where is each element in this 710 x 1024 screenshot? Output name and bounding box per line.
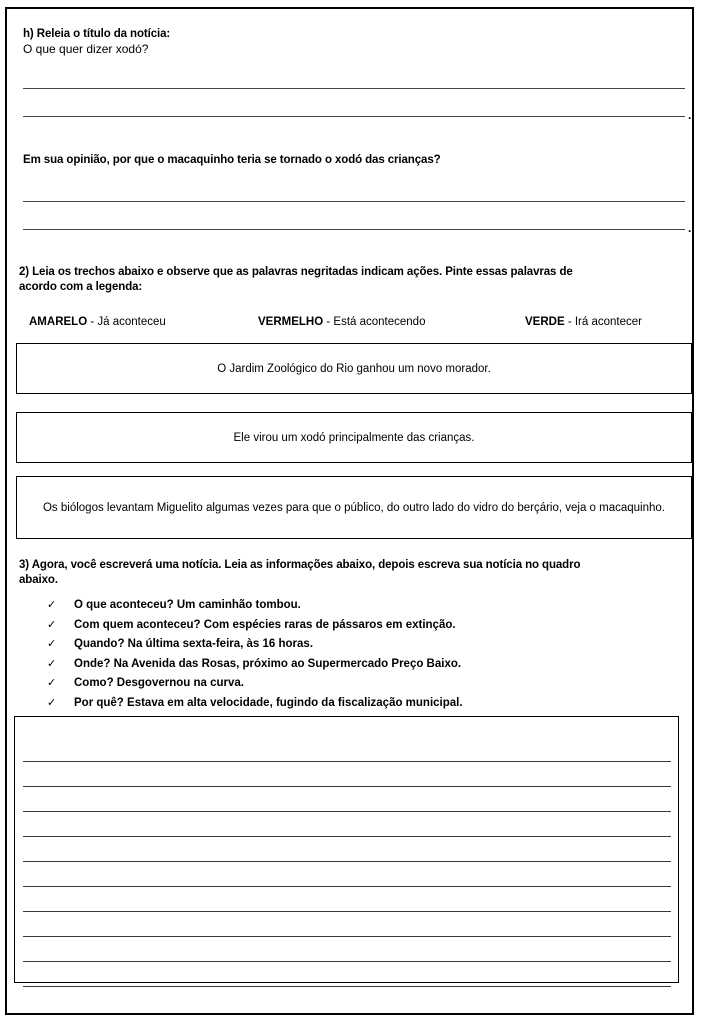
legend bbox=[7, 315, 692, 331]
check-icon: ✓ bbox=[47, 696, 57, 709]
sentence-box-2[interactable] bbox=[16, 412, 692, 463]
answer-line[interactable] bbox=[23, 88, 685, 89]
list-item-label: Por quê? Estava em alta velocidade, fugindo da fiscalização municipal. bbox=[74, 696, 463, 709]
question-3-checklist bbox=[47, 596, 687, 713]
list-item bbox=[47, 635, 687, 655]
writing-line[interactable] bbox=[23, 786, 671, 787]
legend-color-name: AMARELO bbox=[29, 316, 88, 328]
legend-meaning: Já aconteceu bbox=[97, 316, 166, 328]
list-item-label: Onde? Na Avenida das Rosas, próximo ao Supermercado Preço Baixo. bbox=[74, 657, 462, 670]
check-icon: ✓ bbox=[47, 677, 57, 689]
question-3-prompt-line1: 3) Agora, você escreverá uma notícia. Leia as informações abaixo, depois escreva sua notícia no quadro bbox=[19, 559, 581, 571]
list-item bbox=[47, 616, 687, 636]
list-item-label: Como? Desgovernou na curva. bbox=[74, 677, 244, 689]
sentence-box-2-text: Ele virou um xodó principalmente das crianças. bbox=[233, 431, 475, 444]
list-item-label: Quando? Na última sexta-feira, às 16 horas. bbox=[74, 638, 314, 650]
list-item bbox=[47, 655, 687, 675]
writing-line[interactable] bbox=[23, 861, 671, 862]
list-item bbox=[47, 674, 687, 694]
check-icon: ✓ bbox=[47, 638, 57, 650]
sentence-box-1[interactable] bbox=[16, 343, 692, 394]
writing-line[interactable] bbox=[23, 761, 671, 762]
sentence-box-1-text: O Jardim Zoológico do Rio ganhou um novo morador. bbox=[217, 362, 491, 375]
legend-item-verde bbox=[525, 315, 642, 329]
writing-line[interactable] bbox=[23, 836, 671, 837]
legend-separator: - bbox=[87, 316, 98, 328]
question-2-prompt-line1: 2) Leia os trechos abaixo e observe que as palavras negritadas indicam ações. Pinte essas palavras de bbox=[19, 266, 573, 278]
answer-line[interactable] bbox=[23, 116, 685, 117]
list-item bbox=[47, 596, 687, 616]
question-2-prompt-line2: acordo com a legenda: bbox=[19, 281, 143, 293]
writing-line[interactable] bbox=[23, 961, 671, 962]
question-h-subprompt: O que quer dizer xodó? bbox=[23, 42, 149, 56]
legend-separator: - bbox=[564, 316, 575, 328]
answer-line[interactable] bbox=[23, 201, 685, 202]
sentence-box-3-text: Os biólogos levantam Miguelito algumas vezes para que o público, do outro lado do vidro do berçário, veja o macaquinho. bbox=[42, 501, 665, 514]
legend-color-name: VERMELHO bbox=[258, 316, 324, 328]
worksheet-page bbox=[5, 7, 694, 1015]
question-opinion-prompt: Em sua opinião, por que o macaquinho teria se tornado o xodó das crianças? bbox=[23, 154, 441, 166]
list-item-label: O que aconteceu? Um caminhão tombou. bbox=[74, 599, 301, 611]
writing-line[interactable] bbox=[23, 886, 671, 887]
answer-line[interactable] bbox=[23, 229, 685, 230]
list-item bbox=[47, 694, 687, 714]
answer-line-period: . bbox=[688, 108, 692, 122]
check-icon: ✓ bbox=[47, 599, 57, 611]
writing-line[interactable] bbox=[23, 986, 671, 987]
question-3-prompt-line2: abaixo. bbox=[19, 574, 58, 586]
legend-item-vermelho bbox=[258, 315, 425, 329]
writing-line[interactable] bbox=[23, 936, 671, 937]
list-item-label: Com quem aconteceu? Com espécies raras de pássaros em extinção. bbox=[74, 618, 456, 631]
answer-line-period: . bbox=[688, 221, 692, 235]
question-h-prompt: h) Releia o título da notícia: bbox=[23, 28, 171, 40]
legend-separator: - bbox=[323, 316, 334, 328]
news-writing-box[interactable] bbox=[14, 716, 679, 983]
writing-line[interactable] bbox=[23, 811, 671, 812]
legend-meaning: Está acontecendo bbox=[333, 316, 426, 328]
writing-line[interactable] bbox=[23, 911, 671, 912]
legend-item-amarelo bbox=[29, 315, 166, 329]
check-icon: ✓ bbox=[47, 657, 57, 670]
legend-meaning: Irá acontecer bbox=[574, 316, 642, 328]
sentence-box-3[interactable] bbox=[16, 476, 692, 539]
legend-color-name: VERDE bbox=[525, 316, 565, 328]
check-icon: ✓ bbox=[47, 618, 57, 631]
